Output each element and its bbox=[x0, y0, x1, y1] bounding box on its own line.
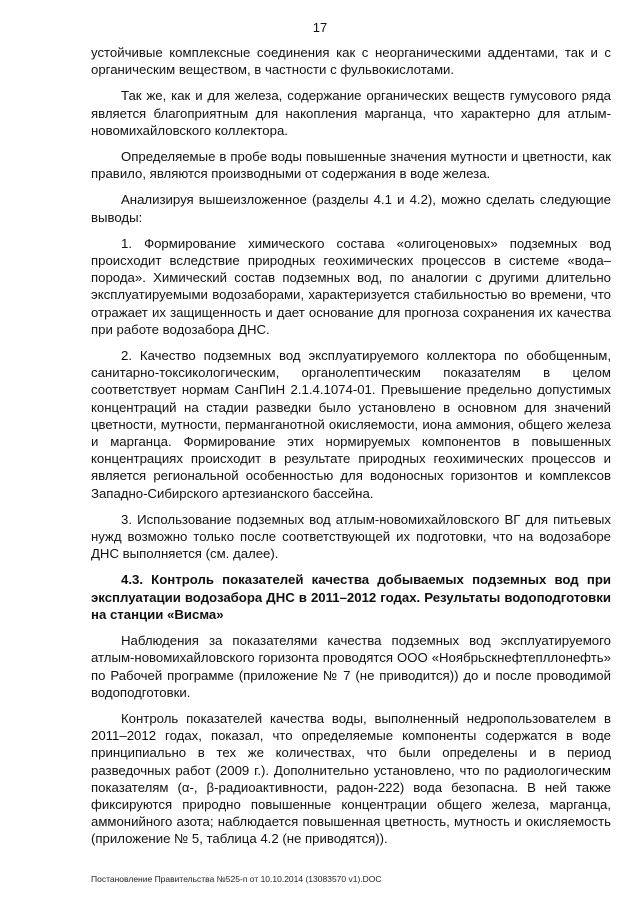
page-number: 17 bbox=[312, 20, 328, 35]
paragraph-turbidity: Определяемые в пробе воды повышенные значения мутности и цветности, как правило, являются производными от содержания в воде железа. bbox=[91, 149, 611, 182]
conclusion-item-1: 1. Формирование химического состава «олигоценовых» подземных вод происходит вследствие природных геохимических процессов в системе «вода–порода». Химический состав подземных вод, по аналогии с другими длительно эксплуатируемыми водозаборами, характеризуется стабильностью во времени, что отражает их защищенность и дает основание для прогноза сохранения их качества при работе водозабора ДНС. bbox=[91, 235, 611, 337]
paragraph-manganese: Так же, как и для железа, содержание органических веществ гумусового ряда является благоприятным для накопления марганца, что характерно для атлым-новомихайловского коллектора. bbox=[91, 88, 611, 138]
paragraph-conclusions-intro: Анализируя вышеизложенное (разделы 4.1 и 4.2), можно сделать следующие выводы: bbox=[91, 192, 611, 225]
conclusion-item-3: 3. Использование подземных вод атлым-новомихайловского ВГ для питьевых нужд возможно только после соответствующей их подготовки, что на водозаборе ДНС выполняется (см. далее). bbox=[91, 511, 611, 562]
conclusion-item-2: 2. Качество подземных вод эксплуатируемого коллектора по обобщенным, санитарно-токсикологическим, органолептическим показателям в целом соответствует нормам СанПиН 2.1.4.1074-01. Превышение предельно допустимых концентраций на стадии разведки было установлено в основном для значений цветности, мутности, перманганотной окисляемости, иона аммония, общего железа и марганца. Формирование этих нормируемых компонентов в повышенных концентрациях происходит в результате природных геохимических процессов и является региональной особенностью для водоносных горизонтов и комплексов Западно-Сибирского артезианского бассейна. bbox=[91, 348, 611, 501]
document-footer: Постановление Правительства №525-п от 10.10.2014 (13083570 v1).DOC bbox=[91, 874, 382, 884]
paragraph-observations: Наблюдения за показателями качества подземных вод эксплуатируемого атлым-новомихайловского горизонта проводятся ООО «Ноябрьскнефтепллонефть» по Рабочей программе (приложение № 7 (не приводится)) до и после проводимой водоподготовки. bbox=[91, 633, 611, 700]
section-heading: 4.3. Контроль показателей качества добываемых подземных вод при эксплуатации водозабора ДНС в 2011–2012 годах. Результаты водоподготовки на станции «Висма» bbox=[91, 572, 611, 622]
paragraph-continuation: устойчивые комплексные соединения как с неорганическими аддентами, так и с органическим веществом, в частности с фульвокислотами. bbox=[91, 45, 611, 78]
document-body bbox=[91, 44, 611, 857]
paragraph-quality-control: Контроль показателей качества воды, выполненный недропользователем в 2011–2012 годах, показал, что определяемые компоненты содержатся в воде принципиально в тех же количествах, что были определены и в период разведочных работ (2009 г.). Дополнительно установлено, что по радиологическим показателям (α-, β-радиоактивности, радон-222) вода безопасна. В ней также фиксируются природно повышенные концентрации общего железа, марганца, аммонийного азота; наблюдается повышенная цветность, мутность и окисляемость (приложение № 5, таблица 4.2 (не приводятся)). bbox=[91, 710, 611, 847]
